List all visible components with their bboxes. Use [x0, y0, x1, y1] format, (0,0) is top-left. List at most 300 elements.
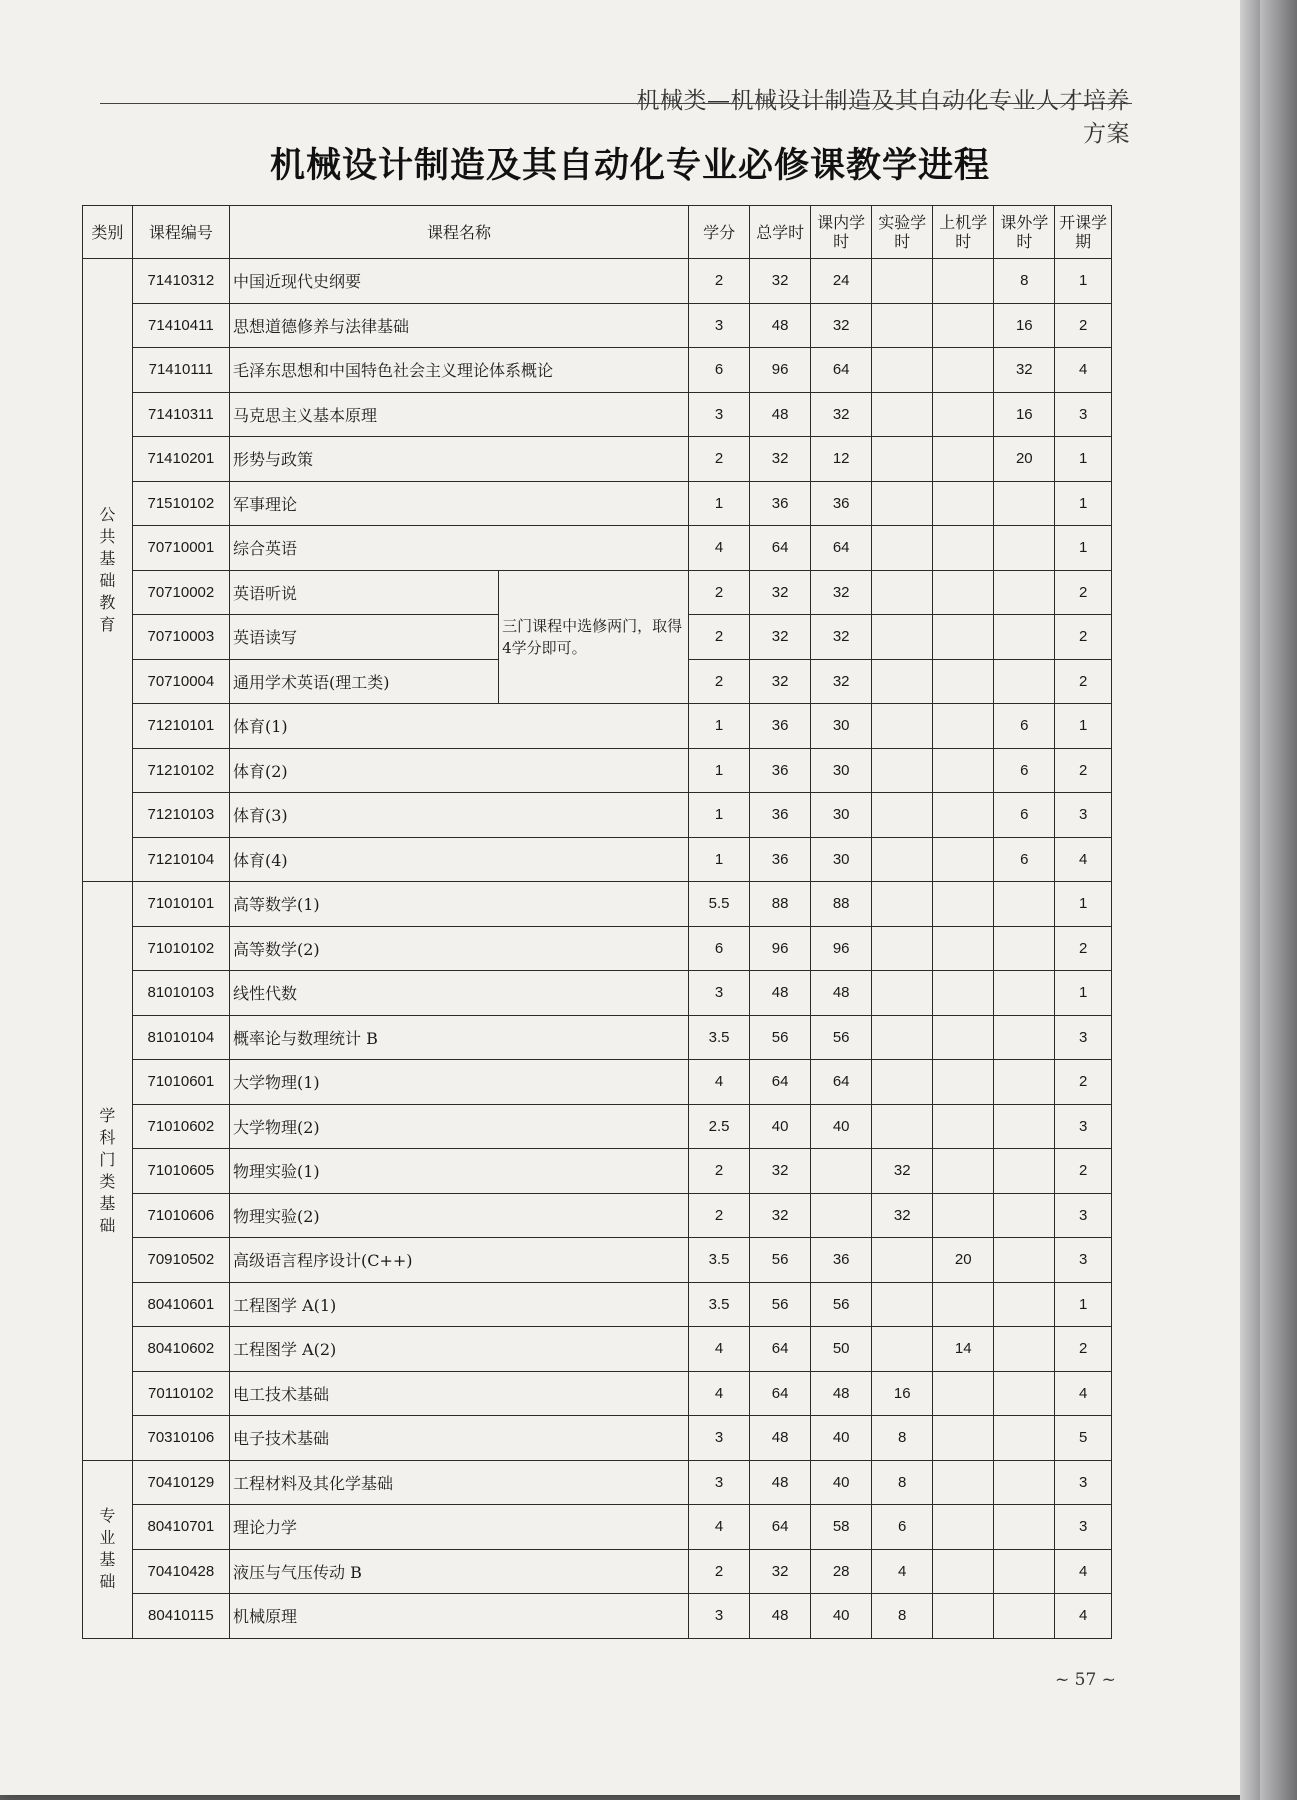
cell-extracurricular-hours	[994, 1282, 1055, 1327]
course-code: 71010101	[132, 882, 229, 927]
cell-inclass-hours: 96	[811, 926, 872, 971]
cell-semester: 1	[1055, 971, 1112, 1016]
cell-computer-hours	[933, 1594, 994, 1639]
course-code: 70710003	[132, 615, 229, 660]
table-row	[83, 837, 1112, 882]
course-code: 70110102	[132, 1371, 229, 1416]
cell-semester: 4	[1055, 837, 1112, 882]
cell-total-hours: 36	[750, 748, 811, 793]
cell-experiment-hours	[872, 303, 933, 348]
table-row	[83, 526, 1112, 571]
cell-experiment-hours	[872, 259, 933, 304]
course-code: 71010606	[132, 1193, 229, 1238]
course-code: 71210103	[132, 793, 229, 838]
cell-inclass-hours: 40	[811, 1594, 872, 1639]
cell-extracurricular-hours	[994, 1238, 1055, 1283]
cell-total-hours: 64	[750, 1505, 811, 1550]
cell-computer-hours	[933, 481, 994, 526]
cell-experiment-hours: 16	[872, 1371, 933, 1416]
cell-semester: 1	[1055, 1282, 1112, 1327]
course-name: 工程材料及其化学基础	[229, 1460, 688, 1505]
col-semester: 开课学期	[1055, 206, 1112, 259]
table-row	[83, 437, 1112, 482]
cell-credit: 2	[689, 1193, 750, 1238]
cell-total-hours: 64	[750, 1371, 811, 1416]
cell-total-hours: 32	[750, 1149, 811, 1194]
cell-total-hours: 56	[750, 1015, 811, 1060]
table-row	[83, 793, 1112, 838]
course-code: 71410201	[132, 437, 229, 482]
course-name: 大学物理(2)	[229, 1104, 688, 1149]
course-name: 工程图学 A(2)	[229, 1327, 688, 1372]
cell-extracurricular-hours: 6	[994, 704, 1055, 749]
cell-inclass-hours: 88	[811, 882, 872, 927]
table-row	[83, 1549, 1112, 1594]
cell-computer-hours	[933, 437, 994, 482]
table-row	[83, 1104, 1112, 1149]
cell-total-hours: 32	[750, 259, 811, 304]
cell-total-hours: 32	[750, 659, 811, 704]
cell-credit: 6	[689, 348, 750, 393]
cell-experiment-hours	[872, 659, 933, 704]
cell-inclass-hours: 64	[811, 1060, 872, 1105]
course-code: 71410111	[132, 348, 229, 393]
cell-inclass-hours: 30	[811, 837, 872, 882]
cell-semester: 2	[1055, 1149, 1112, 1194]
course-code: 71010601	[132, 1060, 229, 1105]
cell-experiment-hours	[872, 1060, 933, 1105]
cell-experiment-hours	[872, 570, 933, 615]
cell-extracurricular-hours	[994, 526, 1055, 571]
cell-inclass-hours: 56	[811, 1015, 872, 1060]
cell-semester: 1	[1055, 437, 1112, 482]
cell-inclass-hours: 48	[811, 1371, 872, 1416]
course-code: 81010104	[132, 1015, 229, 1060]
cell-semester: 3	[1055, 1015, 1112, 1060]
course-name: 高级语言程序设计(C++)	[229, 1238, 688, 1283]
cell-computer-hours	[933, 526, 994, 571]
course-code: 70710001	[132, 526, 229, 571]
cell-credit: 2	[689, 615, 750, 660]
table-row	[83, 392, 1112, 437]
course-name: 高等数学(1)	[229, 882, 688, 927]
cell-computer-hours	[933, 1416, 994, 1461]
course-name: 电子技术基础	[229, 1416, 688, 1461]
cell-extracurricular-hours	[994, 1060, 1055, 1105]
cell-experiment-hours	[872, 437, 933, 482]
cell-experiment-hours: 8	[872, 1460, 933, 1505]
cell-extracurricular-hours: 20	[994, 437, 1055, 482]
course-code: 71010605	[132, 1149, 229, 1194]
table-row	[83, 570, 1112, 615]
cell-credit: 3	[689, 971, 750, 1016]
cell-extracurricular-hours	[994, 926, 1055, 971]
cell-extracurricular-hours	[994, 1015, 1055, 1060]
table-row	[83, 704, 1112, 749]
course-code: 71210104	[132, 837, 229, 882]
cell-inclass-hours: 40	[811, 1460, 872, 1505]
table-row	[83, 1015, 1112, 1060]
cell-inclass-hours: 48	[811, 971, 872, 1016]
cell-inclass-hours: 32	[811, 303, 872, 348]
page-edge-shadow	[1260, 0, 1297, 1800]
cell-extracurricular-hours: 16	[994, 392, 1055, 437]
cell-inclass-hours: 28	[811, 1549, 872, 1594]
cell-extracurricular-hours	[994, 1505, 1055, 1550]
table-row	[83, 348, 1112, 393]
cell-computer-hours	[933, 1282, 994, 1327]
cell-computer-hours	[933, 926, 994, 971]
cell-extracurricular-hours: 6	[994, 837, 1055, 882]
cell-inclass-hours: 32	[811, 570, 872, 615]
cell-total-hours: 48	[750, 1594, 811, 1639]
cell-inclass-hours: 30	[811, 793, 872, 838]
table-row	[83, 1594, 1112, 1639]
col-inclass-hours: 课内学时	[811, 206, 872, 259]
course-code: 71410312	[132, 259, 229, 304]
cell-total-hours: 32	[750, 1193, 811, 1238]
cell-computer-hours	[933, 704, 994, 749]
cell-inclass-hours: 40	[811, 1416, 872, 1461]
table-row	[83, 1193, 1112, 1238]
cell-credit: 3	[689, 1594, 750, 1639]
course-code: 70410129	[132, 1460, 229, 1505]
cell-experiment-hours: 32	[872, 1149, 933, 1194]
course-code: 80410601	[132, 1282, 229, 1327]
course-code: 70710004	[132, 659, 229, 704]
cell-computer-hours	[933, 348, 994, 393]
cell-total-hours: 36	[750, 481, 811, 526]
course-name: 高等数学(2)	[229, 926, 688, 971]
cell-semester: 2	[1055, 1060, 1112, 1105]
cell-extracurricular-hours	[994, 481, 1055, 526]
cell-computer-hours: 20	[933, 1238, 994, 1283]
table-row	[83, 1327, 1112, 1372]
col-experiment-hours: 实验学时	[872, 206, 933, 259]
course-name: 形势与政策	[229, 437, 688, 482]
cell-semester: 4	[1055, 1371, 1112, 1416]
col-total-hours: 总学时	[750, 206, 811, 259]
cell-credit: 3	[689, 392, 750, 437]
cell-computer-hours	[933, 1149, 994, 1194]
cell-experiment-hours	[872, 793, 933, 838]
cell-credit: 4	[689, 526, 750, 571]
course-name: 大学物理(1)	[229, 1060, 688, 1105]
cell-computer-hours	[933, 303, 994, 348]
cell-credit: 2.5	[689, 1104, 750, 1149]
cell-computer-hours	[933, 1060, 994, 1105]
cell-credit: 4	[689, 1060, 750, 1105]
cell-credit: 3	[689, 1460, 750, 1505]
cell-credit: 3	[689, 1416, 750, 1461]
cell-credit: 3.5	[689, 1282, 750, 1327]
cell-credit: 1	[689, 704, 750, 749]
cell-credit: 2	[689, 1549, 750, 1594]
course-name: 理论力学	[229, 1505, 688, 1550]
cell-total-hours: 48	[750, 392, 811, 437]
cell-credit: 4	[689, 1327, 750, 1372]
course-code: 71010102	[132, 926, 229, 971]
cell-computer-hours	[933, 1460, 994, 1505]
course-name: 军事理论	[229, 481, 688, 526]
col-extracurricular-hours: 课外学时	[994, 206, 1055, 259]
cell-computer-hours	[933, 259, 994, 304]
course-code: 80410115	[132, 1594, 229, 1639]
cell-credit: 3.5	[689, 1238, 750, 1283]
course-name: 体育(1)	[229, 704, 688, 749]
course-code: 71410411	[132, 303, 229, 348]
course-name: 英语读写	[229, 615, 498, 660]
course-code: 70410428	[132, 1549, 229, 1594]
cell-inclass-hours: 32	[811, 392, 872, 437]
cell-credit: 2	[689, 1149, 750, 1194]
cell-credit: 4	[689, 1371, 750, 1416]
table-header	[83, 206, 1112, 259]
col-computer-hours: 上机学时	[933, 206, 994, 259]
cell-semester: 1	[1055, 882, 1112, 927]
cell-extracurricular-hours	[994, 1327, 1055, 1372]
cell-semester: 2	[1055, 926, 1112, 971]
cell-semester: 3	[1055, 1104, 1112, 1149]
course-name: 通用学术英语(理工类)	[229, 659, 498, 704]
cell-experiment-hours	[872, 1282, 933, 1327]
cell-semester: 4	[1055, 1594, 1112, 1639]
cell-total-hours: 32	[750, 570, 811, 615]
cell-inclass-hours: 58	[811, 1505, 872, 1550]
cell-total-hours: 32	[750, 1549, 811, 1594]
cell-experiment-hours	[872, 615, 933, 660]
cell-experiment-hours	[872, 926, 933, 971]
course-code: 70710002	[132, 570, 229, 615]
cell-semester: 2	[1055, 659, 1112, 704]
page-edge	[1240, 0, 1260, 1800]
cell-semester: 3	[1055, 392, 1112, 437]
cell-inclass-hours: 12	[811, 437, 872, 482]
cell-extracurricular-hours	[994, 1193, 1055, 1238]
cell-total-hours: 96	[750, 348, 811, 393]
course-name: 体育(3)	[229, 793, 688, 838]
cell-extracurricular-hours	[994, 1594, 1055, 1639]
cell-experiment-hours	[872, 1327, 933, 1372]
category-cell: 专 业 基 础	[83, 1460, 133, 1638]
page-number: ~ 57 ~	[1055, 1670, 1116, 1690]
table-row	[83, 481, 1112, 526]
cell-extracurricular-hours	[994, 1149, 1055, 1194]
table-row	[83, 1371, 1112, 1416]
course-code: 70910502	[132, 1238, 229, 1283]
cell-semester: 5	[1055, 1416, 1112, 1461]
running-header: 机械类—机械设计制造及其自动化专业人才培养方案	[636, 88, 1130, 147]
cell-credit: 1	[689, 748, 750, 793]
category-cell: 公 共 基 础 教 育	[83, 259, 133, 882]
cell-extracurricular-hours	[994, 659, 1055, 704]
cell-computer-hours	[933, 1104, 994, 1149]
english-elective-note: 三门课程中选修两门，取得4学分即可。	[499, 570, 689, 704]
cell-computer-hours: 14	[933, 1327, 994, 1372]
cell-computer-hours	[933, 392, 994, 437]
cell-total-hours: 32	[750, 437, 811, 482]
cell-credit: 2	[689, 659, 750, 704]
cell-inclass-hours: 64	[811, 348, 872, 393]
cell-experiment-hours	[872, 748, 933, 793]
cell-credit: 2	[689, 259, 750, 304]
cell-inclass-hours: 24	[811, 259, 872, 304]
cell-extracurricular-hours	[994, 570, 1055, 615]
cell-inclass-hours: 40	[811, 1104, 872, 1149]
cell-computer-hours	[933, 1371, 994, 1416]
cell-computer-hours	[933, 793, 994, 838]
course-name: 液压与气压传动 B	[229, 1549, 688, 1594]
cell-semester: 2	[1055, 615, 1112, 660]
cell-computer-hours	[933, 1015, 994, 1060]
cell-extracurricular-hours: 8	[994, 259, 1055, 304]
cell-extracurricular-hours	[994, 1416, 1055, 1461]
cell-total-hours: 48	[750, 303, 811, 348]
cell-total-hours: 96	[750, 926, 811, 971]
cell-total-hours: 36	[750, 837, 811, 882]
table-row	[83, 303, 1112, 348]
header-rule	[100, 103, 1132, 104]
cell-credit: 1	[689, 793, 750, 838]
cell-experiment-hours	[872, 704, 933, 749]
cell-experiment-hours: 6	[872, 1505, 933, 1550]
table-row	[83, 1282, 1112, 1327]
table-row	[83, 259, 1112, 304]
cell-inclass-hours: 32	[811, 659, 872, 704]
col-name: 课程名称	[229, 206, 688, 259]
cell-computer-hours	[933, 1193, 994, 1238]
cell-experiment-hours: 4	[872, 1549, 933, 1594]
table-title: 机械设计制造及其自动化专业必修课教学进程	[269, 145, 990, 186]
table-row	[83, 1416, 1112, 1461]
course-name: 概率论与数理统计 B	[229, 1015, 688, 1060]
cell-experiment-hours	[872, 348, 933, 393]
cell-inclass-hours: 32	[811, 615, 872, 660]
cell-semester: 3	[1055, 1193, 1112, 1238]
cell-semester: 4	[1055, 1549, 1112, 1594]
cell-extracurricular-hours	[994, 971, 1055, 1016]
cell-semester: 3	[1055, 793, 1112, 838]
cell-inclass-hours: 50	[811, 1327, 872, 1372]
cell-experiment-hours	[872, 971, 933, 1016]
table-row	[83, 1505, 1112, 1550]
course-name: 中国近现代史纲要	[229, 259, 688, 304]
cell-credit: 6	[689, 926, 750, 971]
col-credit: 学分	[689, 206, 750, 259]
cell-extracurricular-hours	[994, 1104, 1055, 1149]
cell-semester: 3	[1055, 1238, 1112, 1283]
cell-experiment-hours: 32	[872, 1193, 933, 1238]
cell-experiment-hours	[872, 1015, 933, 1060]
cell-credit: 1	[689, 837, 750, 882]
cell-extracurricular-hours	[994, 1371, 1055, 1416]
cell-extracurricular-hours: 32	[994, 348, 1055, 393]
cell-total-hours: 32	[750, 615, 811, 660]
cell-extracurricular-hours: 6	[994, 748, 1055, 793]
course-name: 电工技术基础	[229, 1371, 688, 1416]
cell-credit: 2	[689, 570, 750, 615]
course-name: 毛泽东思想和中国特色社会主义理论体系概论	[229, 348, 688, 393]
category-cell: 学 科 门 类 基 础	[83, 882, 133, 1461]
cell-experiment-hours	[872, 392, 933, 437]
cell-semester: 2	[1055, 748, 1112, 793]
cell-inclass-hours: 56	[811, 1282, 872, 1327]
cell-semester: 3	[1055, 1460, 1112, 1505]
course-code: 71010602	[132, 1104, 229, 1149]
table-row	[83, 1149, 1112, 1194]
cell-credit: 1	[689, 481, 750, 526]
cell-inclass-hours	[811, 1149, 872, 1194]
course-name: 体育(2)	[229, 748, 688, 793]
course-code: 71410311	[132, 392, 229, 437]
cell-computer-hours	[933, 837, 994, 882]
cell-extracurricular-hours	[994, 1460, 1055, 1505]
cell-credit: 5.5	[689, 882, 750, 927]
course-name: 马克思主义基本原理	[229, 392, 688, 437]
course-code: 70310106	[132, 1416, 229, 1461]
cell-inclass-hours: 30	[811, 748, 872, 793]
cell-experiment-hours	[872, 837, 933, 882]
cell-credit: 3	[689, 303, 750, 348]
cell-computer-hours	[933, 615, 994, 660]
table-row	[83, 1460, 1112, 1505]
cell-experiment-hours	[872, 882, 933, 927]
cell-computer-hours	[933, 748, 994, 793]
table-row	[83, 971, 1112, 1016]
cell-total-hours: 88	[750, 882, 811, 927]
cell-inclass-hours	[811, 1193, 872, 1238]
table-row	[83, 748, 1112, 793]
col-category: 类别	[83, 206, 133, 259]
cell-semester: 2	[1055, 1327, 1112, 1372]
col-code: 课程编号	[132, 206, 229, 259]
table-row	[83, 926, 1112, 971]
course-name: 思想道德修养与法律基础	[229, 303, 688, 348]
course-name: 综合英语	[229, 526, 688, 571]
cell-computer-hours	[933, 570, 994, 615]
cell-total-hours: 64	[750, 1327, 811, 1372]
cell-inclass-hours: 30	[811, 704, 872, 749]
table-row	[83, 1238, 1112, 1283]
cell-total-hours: 56	[750, 1282, 811, 1327]
cell-computer-hours	[933, 882, 994, 927]
cell-inclass-hours: 36	[811, 1238, 872, 1283]
course-code: 80410701	[132, 1505, 229, 1550]
cell-experiment-hours: 8	[872, 1594, 933, 1639]
cell-total-hours: 36	[750, 793, 811, 838]
cell-extracurricular-hours: 16	[994, 303, 1055, 348]
cell-total-hours: 64	[750, 526, 811, 571]
course-code: 71210101	[132, 704, 229, 749]
cell-total-hours: 40	[750, 1104, 811, 1149]
cell-experiment-hours	[872, 526, 933, 571]
course-code: 81010103	[132, 971, 229, 1016]
cell-experiment-hours	[872, 1104, 933, 1149]
cell-credit: 2	[689, 437, 750, 482]
course-name: 线性代数	[229, 971, 688, 1016]
cell-computer-hours	[933, 971, 994, 1016]
course-name: 英语听说	[229, 570, 498, 615]
cell-experiment-hours: 8	[872, 1416, 933, 1461]
cell-semester: 3	[1055, 1505, 1112, 1550]
cell-semester: 1	[1055, 704, 1112, 749]
cell-computer-hours	[933, 1505, 994, 1550]
course-name: 工程图学 A(1)	[229, 1282, 688, 1327]
cell-extracurricular-hours: 6	[994, 793, 1055, 838]
course-name: 机械原理	[229, 1594, 688, 1639]
cell-inclass-hours: 36	[811, 481, 872, 526]
cell-total-hours: 36	[750, 704, 811, 749]
